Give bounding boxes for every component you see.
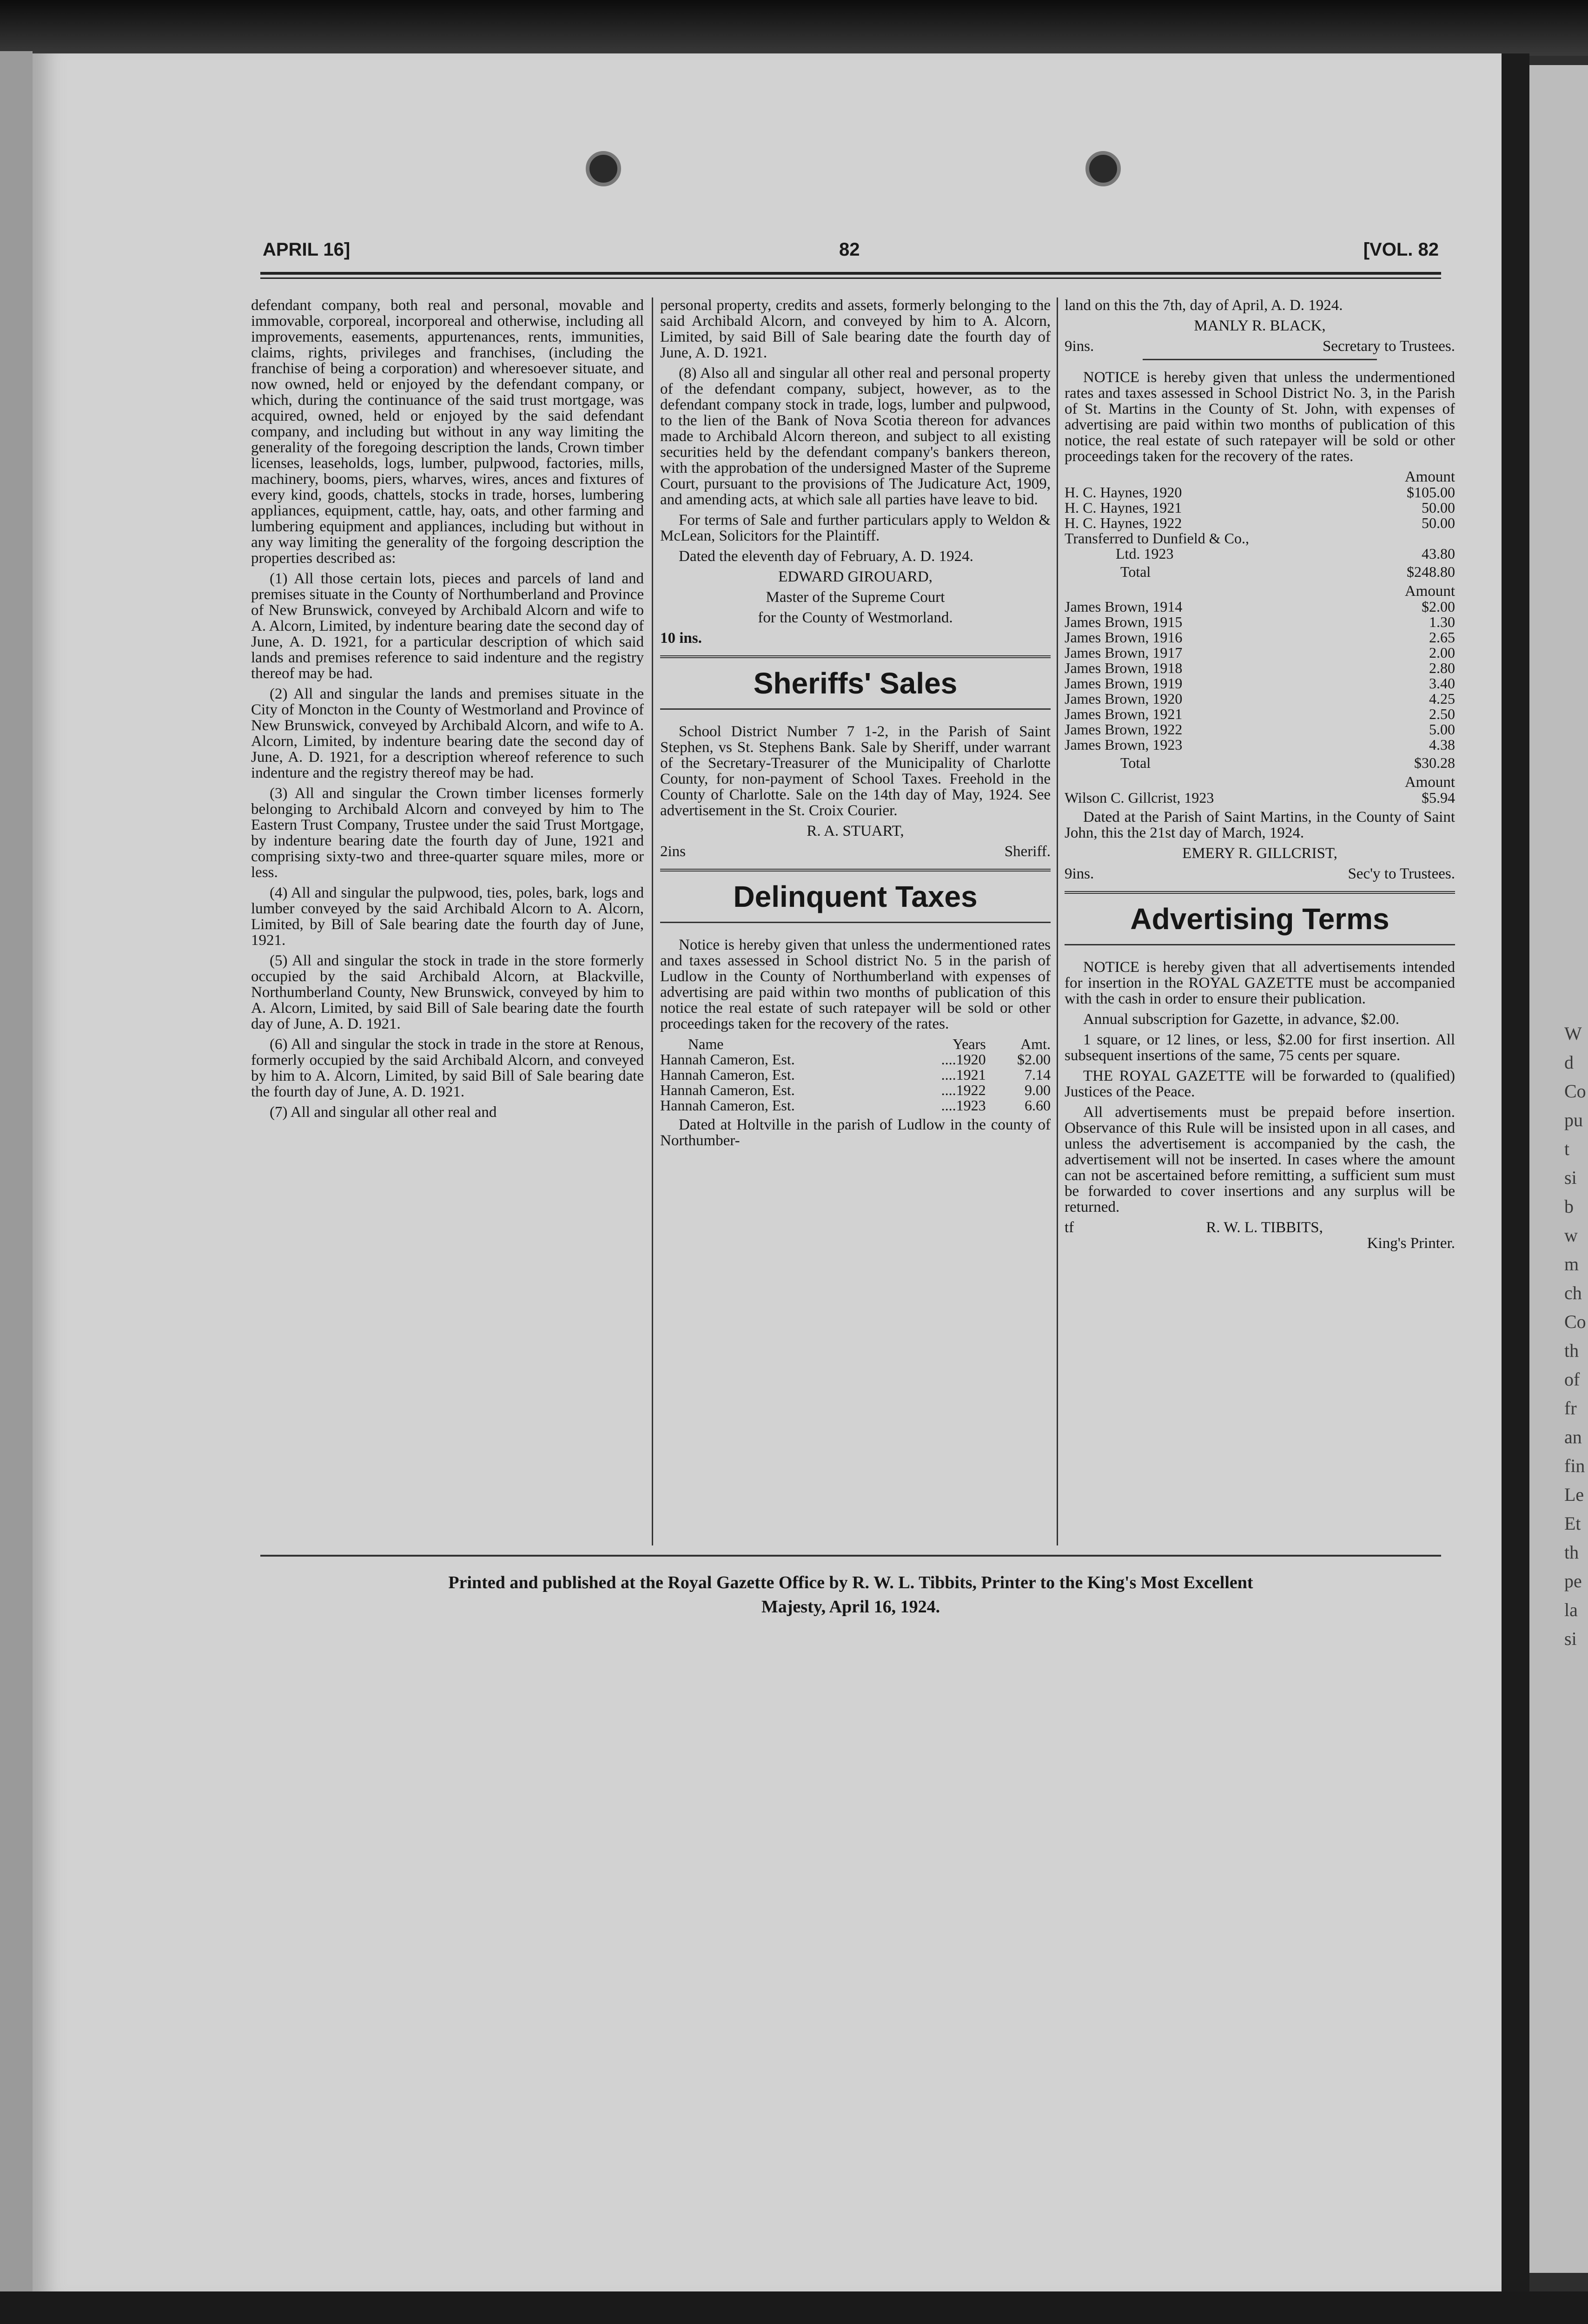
insertion-count: 9ins. (1065, 865, 1094, 882)
running-head (263, 239, 1439, 267)
cell-name: James Brown, 1923 (1065, 736, 1183, 753)
adjacent-page-text: t (1564, 1138, 1570, 1159)
table-row (1065, 546, 1455, 561)
cell-year: ....1922 (941, 1082, 986, 1098)
total-amount: $248.80 (1407, 563, 1455, 580)
signature-title: Master of the Supreme Court (766, 589, 945, 606)
cell-name: Ltd. 1923 (1116, 545, 1174, 562)
column-rule-1 (652, 297, 653, 1545)
section-heading-delinquent-taxes: Delinquent Taxes (660, 869, 1051, 923)
cell-amount: $2.00 (1017, 1051, 1051, 1068)
table-row (660, 1098, 1051, 1113)
column-1 (251, 297, 644, 1552)
column-3 (1065, 297, 1455, 1552)
paragraph: All advertisements must be prepaid before insertion. Observance of this Rule will be insisted upon in all cases, and unless the advertisement is accompanied by the cash, the advertisement will not be inserted. In cases where the amount can not be ascertained before remitting, a sufficient sum must be forwarded to cover insertions and any surplus will be returned. (1065, 1104, 1455, 1215)
delinquent-taxes-table (660, 1037, 1051, 1113)
paragraph: 1 square, or 12 lines, or less, $2.00 for first insertion. All subsequent insertions of the same, 75 cents per square. (1065, 1031, 1455, 1064)
cell-amount: 6.60 (1025, 1097, 1051, 1114)
total-row (1065, 561, 1455, 580)
till-forbid-mark: tf (1065, 1219, 1074, 1236)
imprint-line: Printed and published at the Royal Gazette Office by R. W. L. Tibbits, Printer to the King's Most Excellent (448, 1573, 1253, 1592)
adjacent-page-text: th (1564, 1340, 1579, 1361)
cell-amount: 2.50 (1429, 706, 1455, 722)
table-row (660, 1052, 1051, 1067)
column-2 (660, 297, 1051, 1552)
paragraph: Dated at Holtville in the parish of Ludlow in the county of Northumber- (660, 1116, 1051, 1149)
cell-name: James Brown, 1916 (1065, 629, 1183, 646)
secretary-title: Sec'y to Trustees. (1348, 865, 1455, 882)
header-rule (260, 272, 1441, 279)
cell-name: Hannah Cameron, Est. (660, 1082, 795, 1098)
table-row (1065, 614, 1455, 630)
adjacent-page-text: ch (1564, 1282, 1582, 1303)
column-header: Name (688, 1036, 724, 1052)
paragraph: For terms of Sale and further particulars apply to Weldon & McLean, Solicitors for the Plaintiff. (660, 512, 1051, 544)
table-row (1065, 706, 1455, 722)
adjacent-page-text: b (1564, 1196, 1574, 1217)
insertion-count: 9ins. (1065, 338, 1094, 355)
cell-amount: 4.25 (1429, 690, 1455, 707)
total-label: Total (1120, 563, 1151, 580)
paragraph: (8) Also all and singular all other real and personal property of the defendant company, subject, however, as to the defendant company stock in trade, logs, lumber and pulpwood, to the lien of the Bank of Nova Scotia thereon for advances made to Archibald Alcorn thereon, and subject to all existing securities held by the defendant company's bankers thereon, with the approbation of the undersigned Master of the Supreme Court, pursuant to the provisions of The Judicature Act, 1909, and amending acts, at which sale all parties have leave to bid. (660, 365, 1051, 508)
adjacent-page-text: pe (1564, 1571, 1582, 1591)
cell-amount: 50.00 (1422, 499, 1455, 516)
sheriff-title: Sheriff. (1004, 843, 1051, 860)
cell-name: Transferred to Dunfield & Co., (1065, 530, 1249, 547)
adjacent-page-text: Le (1564, 1484, 1584, 1505)
table-header-row (660, 1037, 1051, 1052)
volume-number: [VOL. 82 (1363, 239, 1439, 260)
insertion-count: 10 ins. (660, 630, 702, 647)
cell-amount: 4.38 (1429, 736, 1455, 753)
paragraph: Dated at the Parish of Saint Martins, in the County of Saint John, this the 21st day of March, 1924. (1065, 809, 1455, 841)
column-header: Years (953, 1036, 986, 1052)
left-page-strip (0, 51, 33, 2291)
paragraph: NOTICE is hereby given that unless the undermentioned rates and taxes assessed in School District No. 3, in the Parish of St. Martins in the County of St. John, with expenses of advertising are paid within two months of publication of this notice, the real estate of such ratepayer will be sold or other proceedings taken for the recovery of the rates. (1065, 369, 1455, 465)
cell-year: ....1921 (941, 1066, 986, 1083)
cell-amount: 9.00 (1025, 1082, 1051, 1098)
signature-name: MANLY R. BLACK, (1194, 317, 1326, 334)
adjacent-page-text: si (1564, 1628, 1577, 1649)
cell-amount: $5.94 (1422, 789, 1455, 806)
insertion-count: 2ins (660, 843, 686, 860)
page-gutter-shadow (1502, 53, 1529, 2291)
cell-name: Hannah Cameron, Est. (660, 1097, 795, 1114)
paragraph: NOTICE is hereby given that all advertisements intended for insertion in the ROYAL GAZETTE must be accompanied with the cash in order to ensure their publication. (1065, 959, 1455, 1007)
paragraph: (3) All and singular the Crown timber licenses formerly belonging to Archibald Alcorn and conveyed by him to The Eastern Trust Company, Trustee under the said Trust Mortgage, by indenture bearing date the fourth day of June, 1921 and comprising sixty-two and three-quarter square miles, more or less. (251, 785, 644, 881)
cell-name: James Brown, 1917 (1065, 644, 1183, 661)
paragraph: (5) All and singular the stock in trade in the store formerly occupied by the said Archibald Alcorn, at Blackville, Northumberland County, New Brunswick, conveyed by him to A. Alcorn, Limited, by said Bill of Sale bearing date the fourth day of June, A. D. 1921. (251, 952, 644, 1032)
adjacent-page-text: pu (1564, 1109, 1583, 1130)
table-row (1065, 531, 1455, 546)
cell-amount: 5.00 (1429, 721, 1455, 738)
total-amount: $30.28 (1414, 754, 1455, 771)
cell-name: H. C. Haynes, 1920 (1065, 484, 1182, 501)
paragraph: THE ROYAL GAZETTE will be forwarded to (qualified) Justices of the Peace. (1065, 1068, 1455, 1100)
adjacent-page-text: w (1564, 1225, 1578, 1246)
cell-name: James Brown, 1915 (1065, 614, 1183, 630)
cell-name: James Brown, 1918 (1065, 660, 1183, 676)
signature-title: King's Printer. (1367, 1235, 1455, 1252)
cell-name: H. C. Haynes, 1921 (1065, 499, 1182, 516)
signature-title (660, 844, 1051, 859)
haynes-rates-table (1065, 485, 1455, 580)
section-heading-sheriffs-sales: Sheriffs' Sales (660, 655, 1051, 710)
total-row (1065, 753, 1455, 771)
cell-amount: 2.80 (1429, 660, 1455, 676)
signature-name: R. A. STUART, (807, 823, 904, 839)
table-row (1065, 737, 1455, 753)
amount-label: Amount (1404, 583, 1455, 600)
adjacent-page-text: d (1564, 1052, 1574, 1073)
cell-amount: 7.14 (1025, 1066, 1051, 1083)
table-row (660, 1067, 1051, 1083)
cell-year: ....1920 (941, 1051, 986, 1068)
adjacent-page-text: Co (1564, 1311, 1586, 1332)
adjacent-page-text: m (1564, 1254, 1579, 1274)
cell-amount: 50.00 (1422, 515, 1455, 531)
column-rule-2 (1057, 297, 1058, 1545)
paragraph: personal property, credits and assets, formerly belonging to the said Archibald Alcorn, and conveyed by him to A. Alcorn, Limited, by said Bill of Sale bearing date the fourth day of June, A. D. 1921. (660, 297, 1051, 361)
cell-amount: 2.00 (1429, 644, 1455, 661)
table-row (1065, 691, 1455, 706)
cell-amount: 2.65 (1429, 629, 1455, 646)
gillcrist-rates-table (1065, 790, 1455, 805)
adjacent-page-text: Et (1564, 1513, 1581, 1534)
cell-amount: $2.00 (1422, 598, 1455, 615)
paragraph: (4) All and singular the pulpwood, ties, poles, bark, logs and lumber conveyed by the said Archibald Alcorn to A. Alcorn, Limited, by Bill of Sale bearing date the fourth day of June, 1921. (251, 885, 644, 949)
paragraph: land on this the 7th, day of April, A. D. 1924. (1065, 297, 1343, 314)
paragraph: Dated the eleventh day of February, A. D. 1924. (679, 548, 973, 565)
table-row (1065, 500, 1455, 515)
amount-label: Amount (1404, 469, 1455, 485)
paragraph: (7) All and singular all other real and (270, 1104, 497, 1121)
adjacent-page-text: la (1564, 1599, 1578, 1620)
page-number: 82 (839, 239, 860, 260)
paragraph: (2) All and singular the lands and premises situate in the City of Moncton in the County of Westmorland and Province of New Brunswick, conveyed by Archibald Alcorn, and wife to A. Alcorn, Limited, by indenture bearing date the second day of June, A. D. 1921, for a description whereof reference to such indenture and the registry thereof may be had. (251, 686, 644, 781)
signature-title: for the County of Westmorland. (758, 609, 953, 626)
total-label: Total (1120, 754, 1151, 771)
table-row (1065, 722, 1455, 737)
secretary-title: Secretary to Trustees. (1322, 338, 1455, 355)
signature-name (1065, 1220, 1455, 1235)
divider (1143, 359, 1377, 360)
cell-name: Wilson C. Gillcrist, 1923 (1065, 789, 1214, 806)
adjacent-page-text: si (1564, 1167, 1577, 1188)
table-row (1065, 599, 1455, 614)
table-row (1065, 660, 1455, 676)
paragraph: defendant company, both real and personal, movable and immovable, corporeal, incorporeal and otherwise, including all improvements, easements, appurtenances, rents, immunities, claims, rights, privileges and franchises, (including the franchise of being a corporation) and wheresoever situate, and now owned, held or enjoyed by the defendant company, or which, during the continuance of the said trust mortgage, was acquired, owned, held or enjoyed by the said defendant company, and including but without in any way limiting the generality of the foregoing description the lands, Crown timber licenses, leaseholds, logs, lumber, pulpwood, factories, mills, machinery, booms, piers, wharves, wires, ances and fixtures of every kind, goods, chattels, stocks in trade, horses, lumbering appliances, equipment, cattle, hay, oats, and other farming and lumbering equipment and appliances, including but without in any way limiting the generality of the forgoing description the properties described as: (251, 297, 644, 567)
paragraph: (1) All those certain lots, pieces and parcels of land and premises situate in the County of Northumberland and Province of New Brunswick, conveyed by Archibald Alcorn and wife to A. Alcorn, Limited, by indenture bearing date the second day of June, A. D. 1921, for a particular description of which said lands and premises reference to said indenture and the registry thereof may be had. (251, 570, 644, 682)
table-row (1065, 485, 1455, 500)
table-row (1065, 645, 1455, 660)
section-heading-advertising-terms: Advertising Terms (1065, 891, 1455, 945)
signature-title (1065, 338, 1455, 354)
cell-name: James Brown, 1914 (1065, 598, 1183, 615)
table-row (1065, 790, 1455, 805)
cell-name: James Brown, 1922 (1065, 721, 1183, 738)
adjacent-page-text: of (1564, 1369, 1580, 1390)
cell-year: ....1923 (941, 1097, 986, 1114)
signature-name: EMERY R. GILLCRIST, (1182, 845, 1337, 862)
adjacent-page-text: Co (1564, 1081, 1586, 1102)
adjacent-page-fragment (1529, 65, 1588, 2273)
paragraph: Notice is hereby given that unless the undermentioned rates and taxes assessed in School district No. 5 in the parish of Ludlow in the County of Northumberland with expenses of advertising are paid within two months of publication of this notice the real estate of such ratepayer will be sold or other proceedings taken for the recovery of the rates. (660, 937, 1051, 1032)
brown-rates-table (1065, 599, 1455, 771)
cell-name: H. C. Haynes, 1922 (1065, 515, 1182, 531)
cell-amount: $105.00 (1407, 484, 1455, 501)
imprint-line: Majesty, April 16, 1924. (761, 1597, 940, 1617)
issue-date: APRIL 16] (263, 239, 351, 260)
cell-amount: 3.40 (1429, 675, 1455, 692)
amount-label: Amount (1404, 774, 1455, 791)
scanner-top-edge (0, 0, 1588, 56)
imprint-footer (260, 1555, 1441, 1619)
cell-name: James Brown, 1919 (1065, 675, 1183, 692)
binding-hole-left (586, 151, 621, 186)
table-row (1065, 676, 1455, 691)
binding-hole-right (1085, 151, 1121, 186)
signature-name: EDWARD GIROUARD, (778, 568, 933, 585)
cell-name: James Brown, 1921 (1065, 706, 1183, 722)
table-row (1065, 630, 1455, 645)
cell-name: James Brown, 1920 (1065, 690, 1183, 707)
scanner-bottom-edge (0, 2291, 1588, 2324)
paragraph: (6) All and singular the stock in trade in the store at Renous, formerly occupied by the said Archibald Alcorn, and conveyed by him to A. Alcorn, Limited, by said Bill of Sale bearing date the fourth day of June, A. D. 1921. (251, 1036, 644, 1100)
column-header: Amt. (1020, 1036, 1051, 1052)
paragraph: Annual subscription for Gazette, in advance, $2.00. (1083, 1011, 1399, 1028)
adjacent-page-text: an (1564, 1426, 1582, 1447)
table-row (1065, 515, 1455, 531)
paragraph: School District Number 7 1-2, in the Parish of Saint Stephen, vs St. Stephens Bank. Sale by Sheriff, under warrant of the Secretary-Treasurer of the Municipality of Charlotte County, for non-payment of School Taxes. Freehold in the County of Charlotte. Sale on the 14th day of May, 1924. See advertisement in the St. Croix Courier. (660, 723, 1051, 819)
cell-name: Hannah Cameron, Est. (660, 1066, 795, 1083)
adjacent-page-text: fr (1564, 1398, 1577, 1419)
table-row (660, 1083, 1051, 1098)
cell-amount: 1.30 (1429, 614, 1455, 630)
adjacent-page-text: fin (1564, 1455, 1585, 1476)
cell-name: Hannah Cameron, Est. (660, 1051, 795, 1068)
adjacent-page-text: th (1564, 1542, 1579, 1563)
adjacent-page-text: W (1564, 1023, 1582, 1044)
cell-amount: 43.80 (1422, 545, 1455, 562)
signature-title (1065, 866, 1455, 882)
printer-name: R. W. L. TIBBITS, (1206, 1219, 1323, 1236)
